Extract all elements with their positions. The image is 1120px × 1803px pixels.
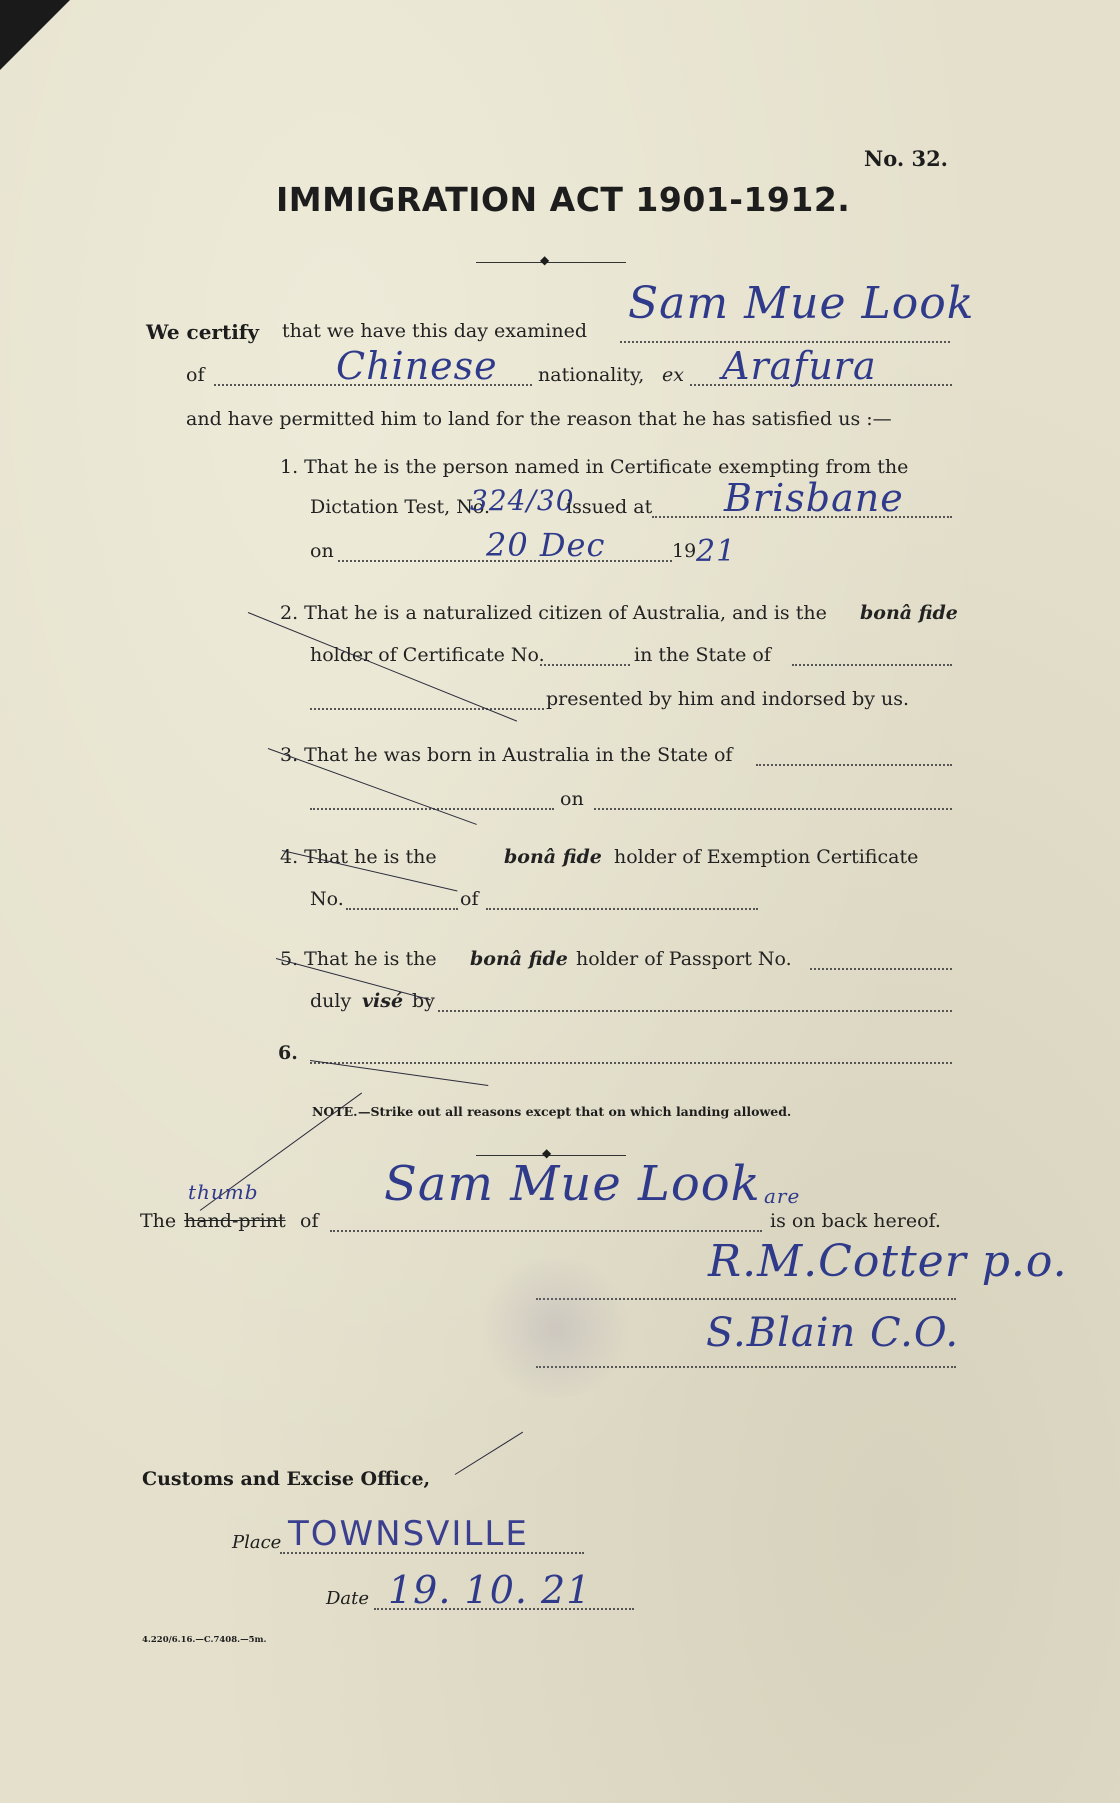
certify-lead: We certify <box>146 320 260 344</box>
reason-3-on: on <box>560 788 584 810</box>
reason-6: 6. <box>278 1042 298 1064</box>
reason-4-no: No. <box>310 888 344 910</box>
reason-5-passport-line <box>810 968 952 970</box>
place-label: Place <box>232 1532 282 1553</box>
reason-3-state-line <box>756 764 952 766</box>
form-number: No. 32. <box>864 146 948 171</box>
issued-date: 20 Dec <box>486 526 606 564</box>
reason-2-state: in the State of <box>634 644 771 666</box>
issued-year-suffix: 21 <box>696 534 737 569</box>
print-code: 4.220/6.16.—C.7408.—5m. <box>142 1635 267 1645</box>
reason-2-cert-line <box>540 664 630 666</box>
reason-1-line-1: 1. That he is the person named in Certificate exempting from the <box>280 456 909 478</box>
reason-5-vise: visé <box>362 990 404 1012</box>
nationality-value: Chinese <box>336 344 498 388</box>
note-text: —Strike out all reasons except that on which landing allowed. <box>358 1104 792 1119</box>
prints-are: are <box>764 1184 801 1208</box>
issued-at-label: issued at <box>566 496 653 518</box>
reason-5-duly: duly <box>310 990 352 1012</box>
title-rule <box>476 262 626 263</box>
prints-tail: is on back hereof. <box>770 1210 941 1232</box>
ex-label: ex <box>662 364 684 386</box>
reason-5-line-1: 5. That he is the <box>280 948 437 970</box>
prints-the: The <box>140 1210 177 1232</box>
reason-6-line <box>310 1062 952 1064</box>
reason-2-line-1: 2. That he is a naturalized citizen of Australia, and is the <box>280 602 827 624</box>
reason-2-holder: holder of Certificate No. <box>310 644 545 666</box>
of-label: of <box>186 364 205 386</box>
ink-stamp-smudge <box>476 1258 636 1398</box>
prints-of: of <box>300 1210 319 1232</box>
certify-text-2: and have permitted him to land for the reason that he has satisfied us :— <box>186 408 892 430</box>
reason-2-presented-line <box>310 708 544 710</box>
title-rule-ornament: ◆ <box>540 253 550 267</box>
nationality-label: nationality, <box>538 364 645 386</box>
name-line <box>620 341 950 343</box>
reason-5-by: by <box>412 990 435 1012</box>
reason-4-bona-fide: bonâ fide <box>504 846 602 868</box>
exemption-cert-number: 324/30 <box>470 484 575 517</box>
reason-3-date-line <box>594 808 952 810</box>
examined-name: Sam Mue Look <box>628 278 975 329</box>
prints-name-line <box>330 1230 762 1232</box>
reason-3-line-1: 3. That he was born in Australia in the State of <box>280 744 733 766</box>
reason-4-line-1: 4. That he is the <box>280 846 437 868</box>
signature-2: S.Blain C.O. <box>706 1310 960 1356</box>
reason-2-bona-fide: bonâ fide <box>860 602 958 624</box>
note-rule-ornament: ◆ <box>542 1146 552 1160</box>
document-title: IMMIGRATION ACT 1901-1912. <box>276 180 851 219</box>
on-label: on <box>310 540 334 562</box>
reason-4-no-line <box>346 908 458 910</box>
reason-4-of: of <box>460 888 479 910</box>
prints-thumb: thumb <box>188 1180 259 1204</box>
reason-5-vise-line <box>438 1010 952 1012</box>
reason-4-holder: holder of Exemption Certificate <box>614 846 919 868</box>
reason-5-holder: holder of Passport No. <box>576 948 792 970</box>
issued-place: Brisbane <box>724 476 904 520</box>
office-title: Customs and Excise Office, <box>142 1468 431 1490</box>
place-stamp: TOWNSVILLE <box>288 1514 529 1554</box>
certify-text: that we have this day examined <box>282 320 588 342</box>
date-label: Date <box>326 1588 370 1609</box>
prints-name: Sam Mue Look <box>384 1156 761 1212</box>
reason-2-presented: presented by him and indorsed by us. <box>546 688 910 710</box>
reason-4-of-line <box>486 908 758 910</box>
reason-2-strike <box>248 612 517 722</box>
signature-1: R.M.Cotter p.o. <box>708 1236 1068 1287</box>
reason-5-bona-fide: bonâ fide <box>470 948 568 970</box>
date-value: 19. 10. 21 <box>388 1568 592 1612</box>
issued-year-prefix: 19 <box>672 540 697 562</box>
office-check-stroke <box>455 1432 523 1475</box>
reason-1-dictation: Dictation Test, No. <box>310 496 491 518</box>
folded-corner <box>0 0 70 70</box>
prints-hand-print: hand-print <box>184 1210 286 1232</box>
ship-name: Arafura <box>722 344 877 388</box>
note-label: NOTE. <box>312 1104 358 1119</box>
reason-2-state-line <box>792 664 952 666</box>
